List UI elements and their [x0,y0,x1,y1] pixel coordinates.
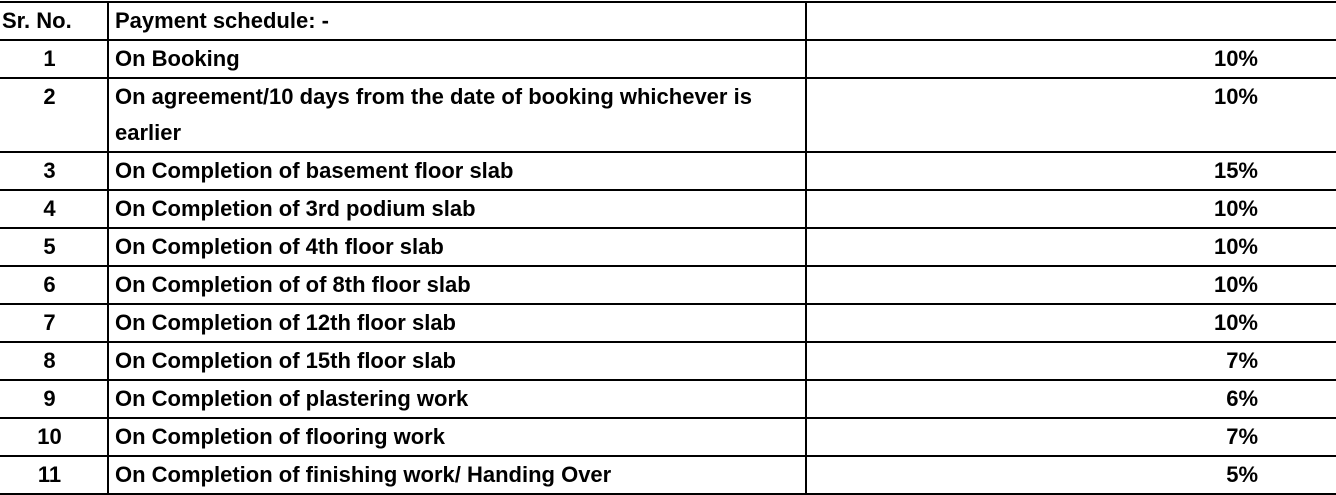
row-description: On Completion of 12th floor slab [108,304,806,342]
row-sr-no: 4 [0,190,108,228]
row-description: On Completion of of 8th floor slab [108,266,806,304]
table-row [0,380,1336,418]
table-header-row [0,2,1336,40]
row-description: On Completion of 15th floor slab [108,342,806,380]
header-sr-no: Sr. No. [0,2,108,40]
row-description: On Completion of 3rd podium slab [108,190,806,228]
table-row [0,40,1336,78]
row-percent: 7% [806,342,1336,380]
table-row [0,304,1336,342]
row-percent: 6% [806,380,1336,418]
row-sr-no: 5 [0,228,108,266]
row-percent: 10% [806,266,1336,304]
row-description: On Completion of basement floor slab [108,152,806,190]
row-sr-no: 8 [0,342,108,380]
header-payment-schedule: Payment schedule: - [108,2,806,40]
row-sr-no: 9 [0,380,108,418]
row-sr-no: 7 [0,304,108,342]
table-row [0,456,1336,494]
table-row [0,228,1336,266]
row-description: On Completion of flooring work [108,418,806,456]
table-row [0,190,1336,228]
table-row [0,152,1336,190]
row-percent: 10% [806,40,1336,78]
header-amount [806,2,1336,40]
row-sr-no: 11 [0,456,108,494]
row-percent: 7% [806,418,1336,456]
row-sr-no: 3 [0,152,108,190]
row-sr-no: 10 [0,418,108,456]
row-percent: 10% [806,304,1336,342]
table-row [0,78,1336,152]
table-row [0,266,1336,304]
row-percent: 15% [806,152,1336,190]
row-percent: 5% [806,456,1336,494]
payment-schedule-table [0,1,1336,495]
row-sr-no: 2 [0,78,108,152]
row-description: On Completion of finishing work/ Handing Over [108,456,806,494]
row-description: On Completion of 4th floor slab [108,228,806,266]
row-percent: 10% [806,190,1336,228]
row-description: On Completion of plastering work [108,380,806,418]
table-row [0,342,1336,380]
row-description: On Booking [108,40,806,78]
row-sr-no: 6 [0,266,108,304]
row-sr-no: 1 [0,40,108,78]
row-percent: 10% [806,78,1336,152]
row-description: On agreement/10 days from the date of booking whichever is earlier [108,78,806,152]
row-percent: 10% [806,228,1336,266]
table-row [0,418,1336,456]
